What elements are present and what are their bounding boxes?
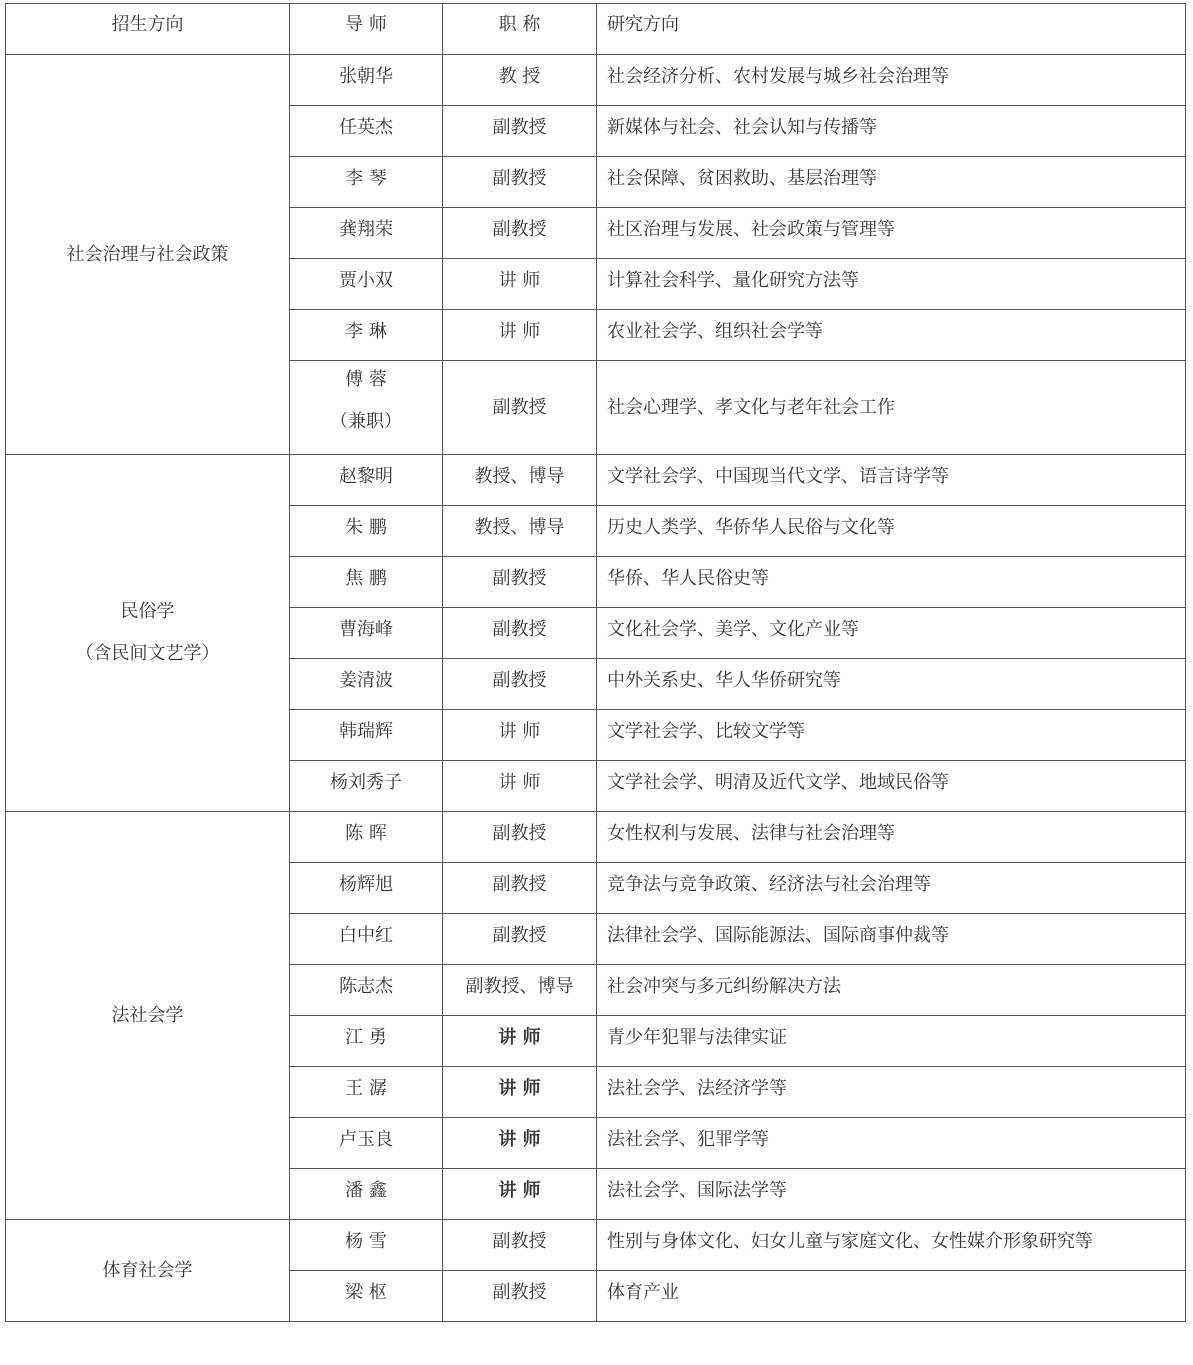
title-cell: 副教授 [443, 106, 597, 157]
advisor-name: 曹海峰 [339, 619, 393, 640]
research-cell: 新媒体与社会、社会认知与传播等 [597, 106, 1186, 157]
title-cell: 副教授 [443, 557, 597, 608]
research-cell: 青少年犯罪与法律实证 [597, 1016, 1186, 1067]
advisor-cell [290, 965, 443, 1016]
title-cell: 讲 师 [443, 710, 597, 761]
research-cell: 法社会学、犯罪学等 [597, 1118, 1186, 1169]
research-cell: 女性权利与发展、法律与社会治理等 [597, 812, 1186, 863]
advisor-name: 贾小双 [339, 270, 393, 291]
advisor-cell [290, 1118, 443, 1169]
advisor-name: 任英杰 [339, 117, 393, 138]
research-cell: 法律社会学、国际能源法、国际商事仲裁等 [597, 914, 1186, 965]
title-cell: 副教授 [443, 1220, 597, 1271]
advisor-cell [290, 608, 443, 659]
advisor-cell [290, 55, 443, 106]
title-cell: 副教授 [443, 659, 597, 710]
advisor-cell [290, 106, 443, 157]
title-cell: 讲 师 [443, 1067, 597, 1118]
advisor-cell [290, 1016, 443, 1067]
header-direction: 招生方向 [6, 4, 290, 55]
title-cell: 副教授、博导 [443, 965, 597, 1016]
header-title: 职 称 [443, 4, 597, 55]
research-cell: 体育产业 [597, 1271, 1186, 1322]
research-cell: 社会心理学、孝文化与老年社会工作 [597, 361, 1186, 455]
advisor-cell [290, 557, 443, 608]
title-cell: 讲 师 [443, 310, 597, 361]
advisor-name: 卢玉良 [339, 1129, 393, 1150]
advisor-cell [290, 863, 443, 914]
advisor-cell [290, 455, 443, 506]
table-row [6, 455, 1186, 506]
direction-name: 社会治理与社会政策 [66, 243, 229, 265]
research-cell: 法社会学、法经济学等 [597, 1067, 1186, 1118]
title-cell: 副教授 [443, 157, 597, 208]
advisor-name: （兼职） [330, 411, 402, 432]
advisor-name: 杨辉旭 [339, 874, 393, 895]
title-cell: 副教授 [443, 863, 597, 914]
advisor-cell [290, 361, 443, 455]
research-cell: 社会保障、贫困救助、基层治理等 [597, 157, 1186, 208]
direction-cell [6, 455, 290, 812]
research-cell: 历史人类学、华侨华人民俗与文化等 [597, 506, 1186, 557]
direction-name: 法社会学 [111, 1004, 184, 1026]
advisor-table [5, 3, 1186, 1322]
advisor-name: 李 琳 [345, 321, 387, 342]
title-cell: 副教授 [443, 208, 597, 259]
advisor-name: 潘 鑫 [345, 1180, 387, 1201]
advisor-cell [290, 659, 443, 710]
advisor-name: 姜清波 [339, 670, 393, 691]
research-cell: 计算社会科学、量化研究方法等 [597, 259, 1186, 310]
advisor-name: 杨刘秀子 [330, 772, 402, 793]
direction-cell [6, 1220, 290, 1322]
title-cell: 副教授 [443, 812, 597, 863]
advisor-cell [290, 1220, 443, 1271]
table-row [6, 55, 1186, 106]
title-cell: 副教授 [443, 608, 597, 659]
advisor-table-body [6, 4, 1186, 1322]
advisor-cell [290, 710, 443, 761]
advisor-name: 焦 鹏 [345, 568, 387, 589]
advisor-cell [290, 761, 443, 812]
advisor-name: 江 勇 [345, 1027, 387, 1048]
research-cell: 农业社会学、组织社会学等 [597, 310, 1186, 361]
header-research: 研究方向 [597, 4, 1186, 55]
direction-cell [6, 55, 290, 455]
advisor-cell [290, 506, 443, 557]
research-cell: 性别与身体文化、妇女儿童与家庭文化、女性媒介形象研究等 [597, 1220, 1186, 1271]
advisor-cell [290, 812, 443, 863]
table-row [6, 812, 1186, 863]
direction-name: 民俗学 [120, 601, 175, 622]
title-cell: 讲 师 [443, 1118, 597, 1169]
advisor-name: 王 潺 [345, 1078, 387, 1099]
title-cell: 讲 师 [443, 1016, 597, 1067]
title-cell: 讲 师 [443, 259, 597, 310]
research-cell: 文学社会学、明清及近代文学、地域民俗等 [597, 761, 1186, 812]
advisor-name: 韩瑞辉 [339, 721, 393, 742]
title-cell: 讲 师 [443, 761, 597, 812]
advisor-cell [290, 157, 443, 208]
title-cell: 副教授 [443, 914, 597, 965]
advisor-name: 杨 雪 [345, 1231, 387, 1252]
research-cell: 文化社会学、美学、文化产业等 [597, 608, 1186, 659]
title-cell: 教 授 [443, 55, 597, 106]
title-cell: 教授、博导 [443, 455, 597, 506]
advisor-name: 梁 枢 [345, 1282, 387, 1303]
research-cell: 华侨、华人民俗史等 [597, 557, 1186, 608]
advisor-name: 傅 蓉 [345, 369, 387, 390]
advisor-name: 陈志杰 [339, 976, 393, 997]
advisor-cell [290, 1169, 443, 1220]
title-cell: 副教授 [443, 1271, 597, 1322]
research-cell: 文学社会学、比较文学等 [597, 710, 1186, 761]
advisor-cell [290, 310, 443, 361]
direction-name: （含民间文艺学） [75, 643, 220, 664]
advisor-cell [290, 1067, 443, 1118]
direction-name: 体育社会学 [102, 1259, 193, 1281]
advisor-name: 白中红 [339, 925, 393, 946]
advisor-cell [290, 259, 443, 310]
research-cell: 中外关系史、华人华侨研究等 [597, 659, 1186, 710]
table-header-row [6, 4, 1186, 55]
direction-cell [6, 812, 290, 1220]
advisor-name: 赵黎明 [339, 466, 393, 487]
advisor-name: 朱 鹏 [345, 517, 387, 538]
table-row [6, 1220, 1186, 1271]
advisor-name: 龚翔荣 [339, 219, 393, 240]
research-cell: 社区治理与发展、社会政策与管理等 [597, 208, 1186, 259]
title-cell: 教授、博导 [443, 506, 597, 557]
advisor-cell [290, 914, 443, 965]
advisor-name: 陈 晖 [345, 823, 387, 844]
research-cell: 竞争法与竞争政策、经济法与社会治理等 [597, 863, 1186, 914]
advisor-cell [290, 208, 443, 259]
research-cell: 法社会学、国际法学等 [597, 1169, 1186, 1220]
title-cell: 讲 师 [443, 1169, 597, 1220]
header-advisor: 导 师 [290, 4, 443, 55]
research-cell: 文学社会学、中国现当代文学、语言诗学等 [597, 455, 1186, 506]
advisor-name: 张朝华 [339, 66, 393, 87]
research-cell: 社会经济分析、农村发展与城乡社会治理等 [597, 55, 1186, 106]
advisor-cell [290, 1271, 443, 1322]
title-cell: 副教授 [443, 361, 597, 455]
research-cell: 社会冲突与多元纠纷解决方法 [597, 965, 1186, 1016]
advisor-name: 李 琴 [345, 168, 387, 189]
